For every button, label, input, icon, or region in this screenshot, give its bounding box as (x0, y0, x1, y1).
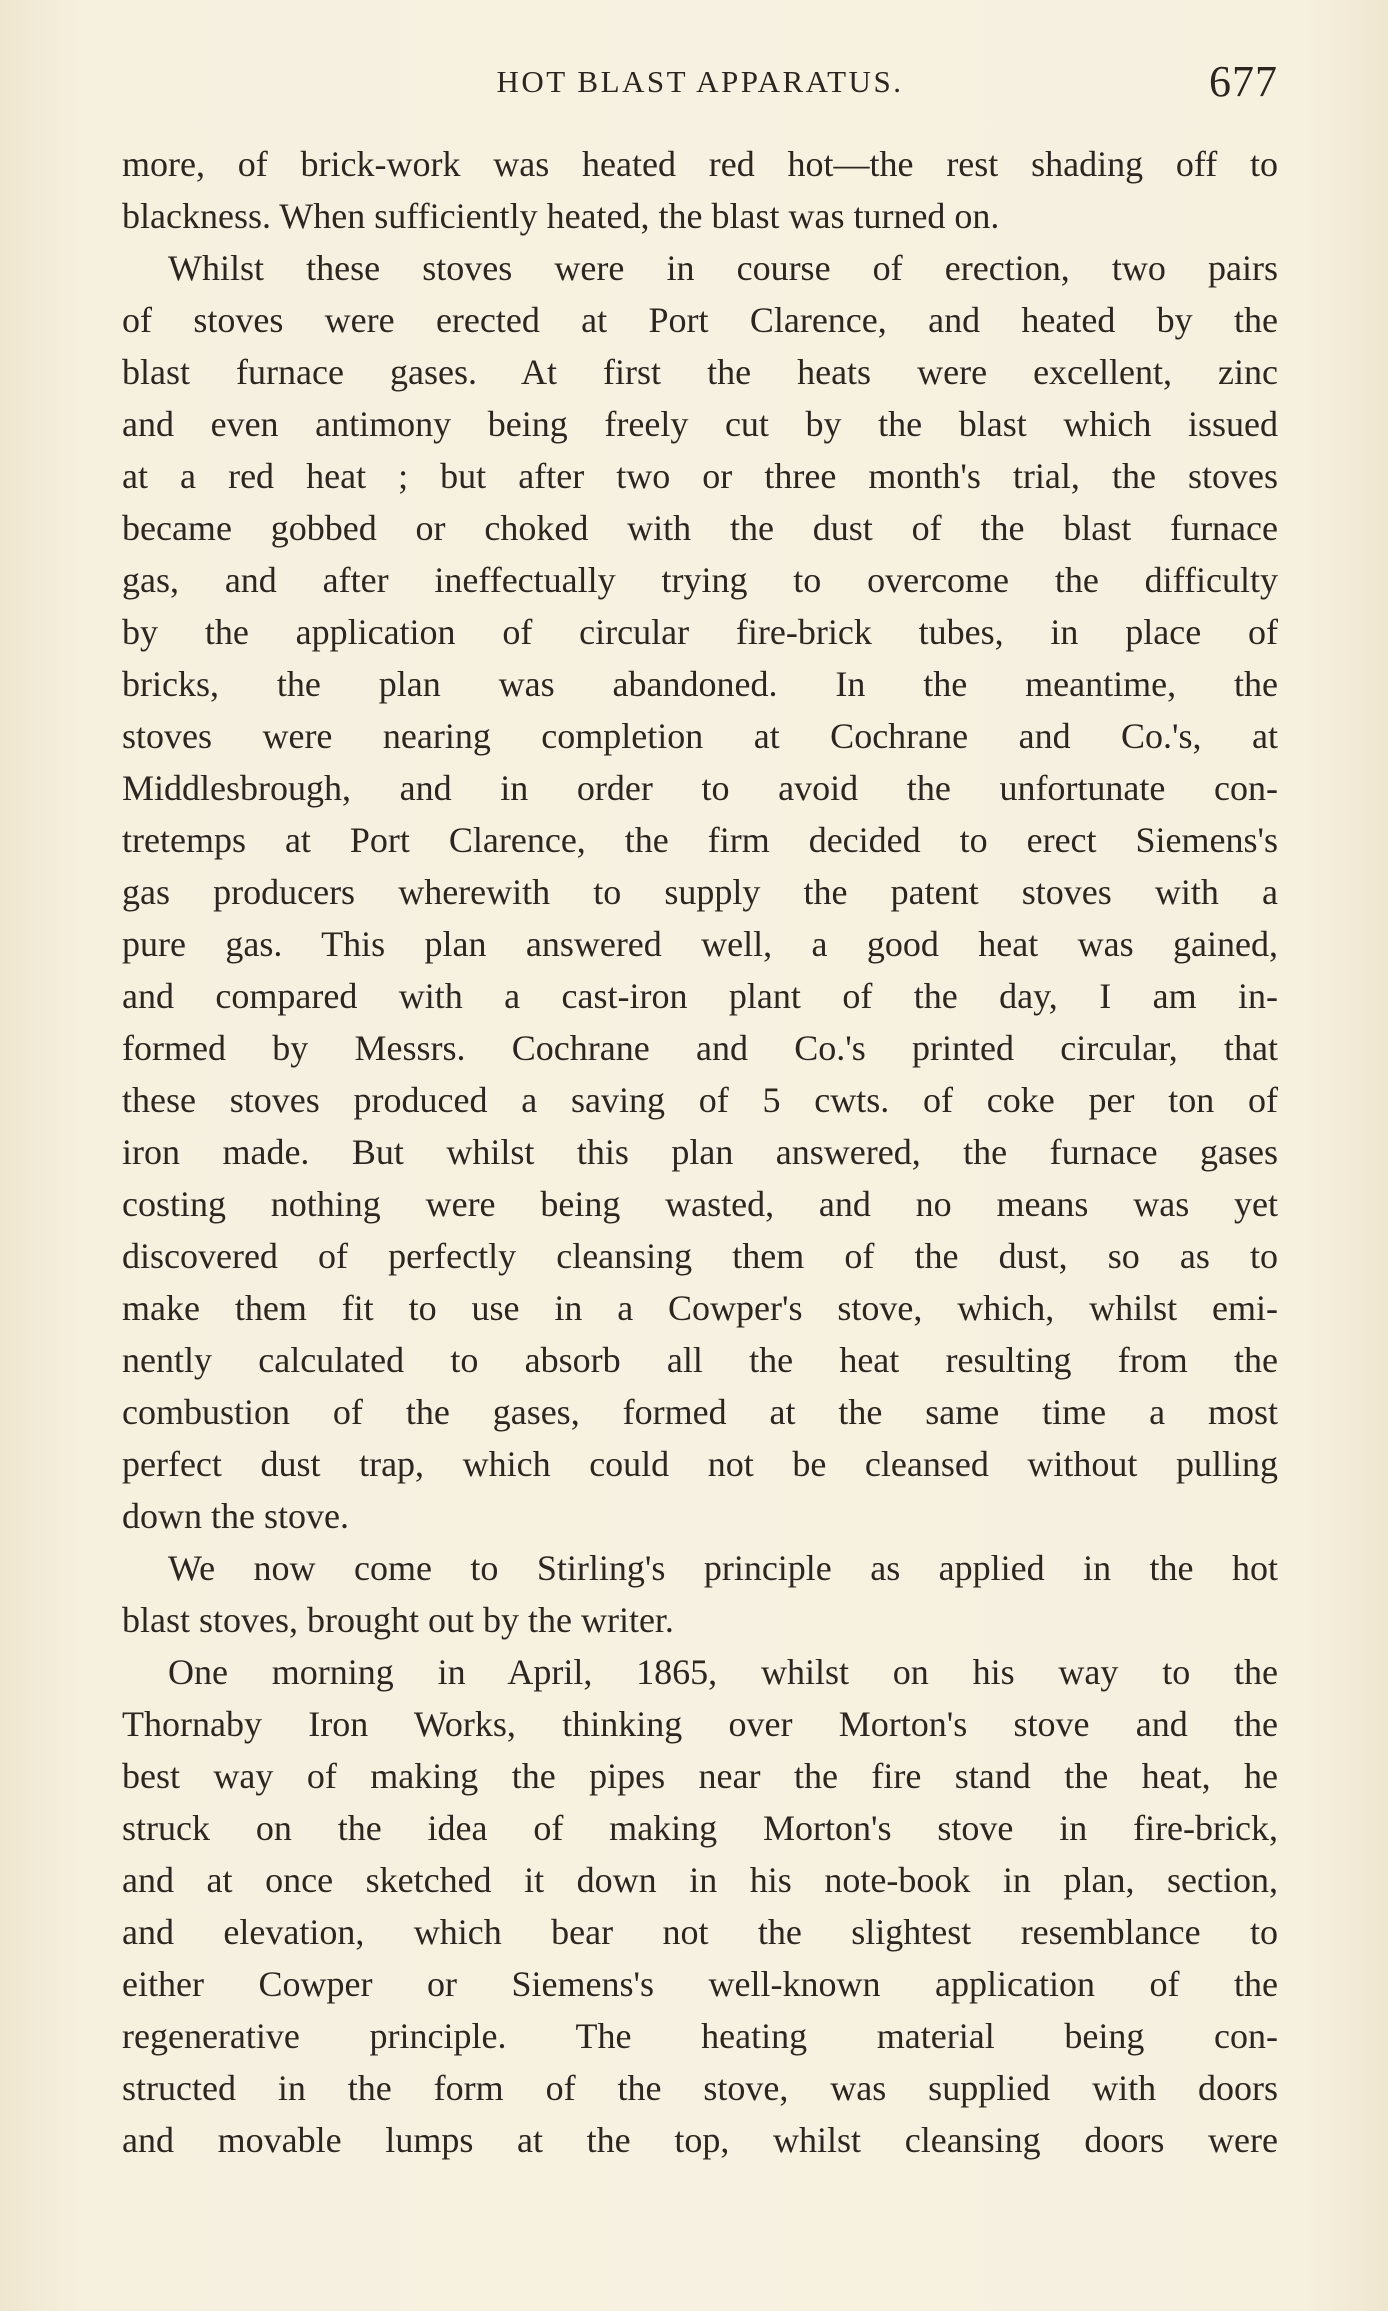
text-line: bricks, the plan was abandoned. In the meantime, the (122, 664, 1278, 704)
body-text (122, 138, 1278, 2166)
text-line: blast stoves, brought out by the writer. (122, 1600, 674, 1640)
text-line: discovered of perfectly cleansing them of the dust, so as to (122, 1236, 1278, 1276)
text-line: One morning in April, 1865, whilst on his way to the (168, 1652, 1278, 1692)
text-line: Middlesbrough, and in order to avoid the unfortunate con- (122, 768, 1278, 808)
text-line: more, of brick-work was heated red hot—the rest shading off to (122, 144, 1278, 184)
text-line: gas producers wherewith to supply the patent stoves with a (122, 872, 1278, 912)
text-line: and elevation, which bear not the slightest resemblance to (122, 1912, 1278, 1952)
text-line: Thornaby Iron Works, thinking over Morton's stove and the (122, 1704, 1278, 1744)
text-line: by the application of circular fire-brick tubes, in place of (122, 612, 1278, 652)
text-line: of stoves were erected at Port Clarence, and heated by the (122, 300, 1278, 340)
text-line: Whilst these stoves were in course of erection, two pairs (168, 248, 1278, 288)
text-line: regenerative principle. The heating material being con- (122, 2016, 1278, 2056)
text-line: at a red heat ; but after two or three month's trial, the stoves (122, 456, 1278, 496)
text-line: best way of making the pipes near the fire stand the heat, he (122, 1756, 1278, 1796)
text-line: blast furnace gases. At first the heats were excellent, zinc (122, 352, 1278, 392)
text-line: gas, and after ineffectually trying to overcome the difficulty (122, 560, 1278, 600)
text-line: blackness. When sufficiently heated, the blast was turned on. (122, 196, 1000, 236)
paragraph-4 (122, 1646, 1278, 2166)
text-line: nently calculated to absorb all the heat resulting from the (122, 1340, 1278, 1380)
text-line: and compared with a cast-iron plant of the day, I am in- (122, 976, 1278, 1016)
text-line: became gobbed or choked with the dust of the blast furnace (122, 508, 1278, 548)
page-number: 677 (1209, 57, 1278, 106)
text-line: pure gas. This plan answered well, a good heat was gained, (122, 924, 1278, 964)
paragraph-3 (122, 1542, 1278, 1646)
text-line: and movable lumps at the top, whilst cleansing doors were (122, 2120, 1278, 2160)
text-line: We now come to Stirling's principle as applied in the hot (168, 1548, 1278, 1588)
text-line: these stoves produced a saving of 5 cwts. of coke per ton of (122, 1080, 1278, 1120)
page-header (122, 52, 1278, 112)
text-line: structed in the form of the stove, was supplied with doors (122, 2068, 1278, 2108)
text-line: perfect dust trap, which could not be cleansed without pulling (122, 1444, 1278, 1484)
text-line: struck on the idea of making Morton's stove in fire-brick, (122, 1808, 1278, 1848)
text-line: formed by Messrs. Cochrane and Co.'s printed circular, that (122, 1028, 1278, 1068)
text-line: iron made. But whilst this plan answered, the furnace gases (122, 1132, 1278, 1172)
text-line: combustion of the gases, formed at the same time a most (122, 1392, 1278, 1432)
text-line: down the stove. (122, 1496, 349, 1536)
text-line: costing nothing were being wasted, and no means was yet (122, 1184, 1278, 1224)
text-line: either Cowper or Siemens's well-known application of the (122, 1964, 1278, 2004)
text-line: tretemps at Port Clarence, the firm decided to erect Siemens's (122, 820, 1278, 860)
text-line: and even antimony being freely cut by the blast which issued (122, 404, 1278, 444)
text-line: make them fit to use in a Cowper's stove, which, whilst emi- (122, 1288, 1278, 1328)
text-line: stoves were nearing completion at Cochrane and Co.'s, at (122, 716, 1278, 756)
paragraph-2 (122, 242, 1278, 1542)
running-title: HOT BLAST APPARATUS. (496, 64, 904, 99)
text-line: and at once sketched it down in his note-book in plan, section, (122, 1860, 1278, 1900)
paragraph-1 (122, 138, 1278, 242)
